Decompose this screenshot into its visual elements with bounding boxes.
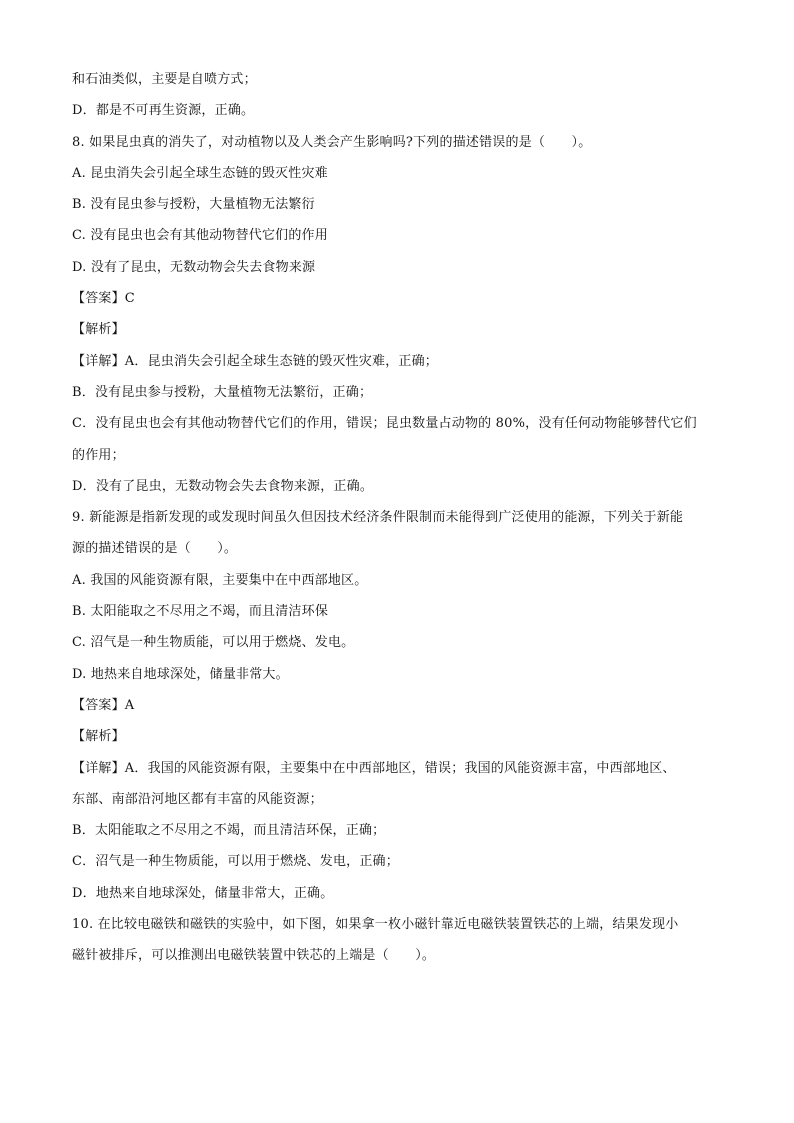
question-9-option-b: B. 太阳能取之不尽用之不竭，而且清洁环保 — [72, 604, 329, 620]
question-8-detail: C．没有昆虫也会有其他动物替代它们的作用，错误；昆虫数量占动物的 80%，没有任何动物能够替代它们 — [72, 416, 697, 432]
question-8-option-a: A. 昆虫消失会引起全球生态链的毁灭性灾难 — [72, 165, 328, 181]
question-9-stem: 源的描述错误的是（ ）。 — [72, 541, 238, 557]
question-9-analysis-heading: 【解析】 — [72, 729, 125, 745]
question-8-detail: D．没有了昆虫，无数动物会失去食物来源，正确。 — [72, 478, 374, 494]
question-8-detail: 【详解】A．昆虫消失会引起全球生态链的毁灭性灾难，正确； — [72, 353, 438, 369]
question-10-stem: 磁针被排斥，可以推测出电磁铁装置中铁芯的上端是（ ）。 — [72, 948, 436, 964]
question-8-answer: 【答案】C — [72, 291, 135, 307]
question-8-option-c: C. 没有昆虫也会有其他动物替代它们的作用 — [72, 228, 328, 244]
question-9-option-a: A. 我国的风能资源有限，主要集中在中西部地区。 — [72, 572, 368, 588]
question-9-option-d: D. 地热来自地球深处，储量非常大。 — [72, 666, 289, 682]
question-9-detail: B．太阳能取之不尽用之不竭，而且清洁环保，正确； — [72, 823, 386, 839]
text-line: 和石油类似，主要是自喷方式； — [72, 72, 257, 87]
question-9-answer: 【答案】A — [72, 697, 135, 713]
question-10-stem: 10. 在比较电磁铁和磁铁的实验中，如下图，如果拿一枚小磁针靠近电磁铁装置铁芯的上端，结果发现小 — [72, 917, 679, 933]
document-page — [72, 64, 722, 972]
question-8-detail: 的作用； — [72, 447, 125, 463]
text-line: D．都是不可再生资源，正确。 — [72, 103, 255, 119]
question-9-option-c: C. 沼气是一种生物质能，可以用于燃烧、发电。 — [72, 635, 355, 651]
question-8-stem: 8. 如果昆虫真的消失了，对动植物以及人类会产生影响吗?下列的描述错误的是（ ）。 — [72, 134, 592, 150]
question-9-detail: C．沼气是一种生物质能，可以用于燃烧、发电，正确； — [72, 854, 399, 870]
question-8-analysis-heading: 【解析】 — [72, 322, 125, 338]
question-8-option-b: B. 没有昆虫参与授粉，大量植物无法繁衍 — [72, 197, 315, 213]
question-9-detail: 东部、南部沿河地区都有丰富的风能资源； — [72, 791, 323, 807]
question-8-detail: B．没有昆虫参与授粉，大量植物无法繁衍，正确； — [72, 384, 373, 400]
question-9-detail: 【详解】A．我国的风能资源有限，主要集中在中西部地区，错误；我国的风能资源丰富，中西部地区、 — [72, 760, 676, 776]
question-9-stem: 9. 新能源是指新发现的或发现时间虽久但因技术经济条件限制而未能得到广泛使用的能源，下列关于新能 — [72, 510, 684, 526]
question-9-detail: D．地热来自地球深处，储量非常大，正确。 — [72, 885, 334, 901]
question-8-option-d: D. 没有了昆虫，无数动物会失去食物来源 — [72, 259, 316, 275]
